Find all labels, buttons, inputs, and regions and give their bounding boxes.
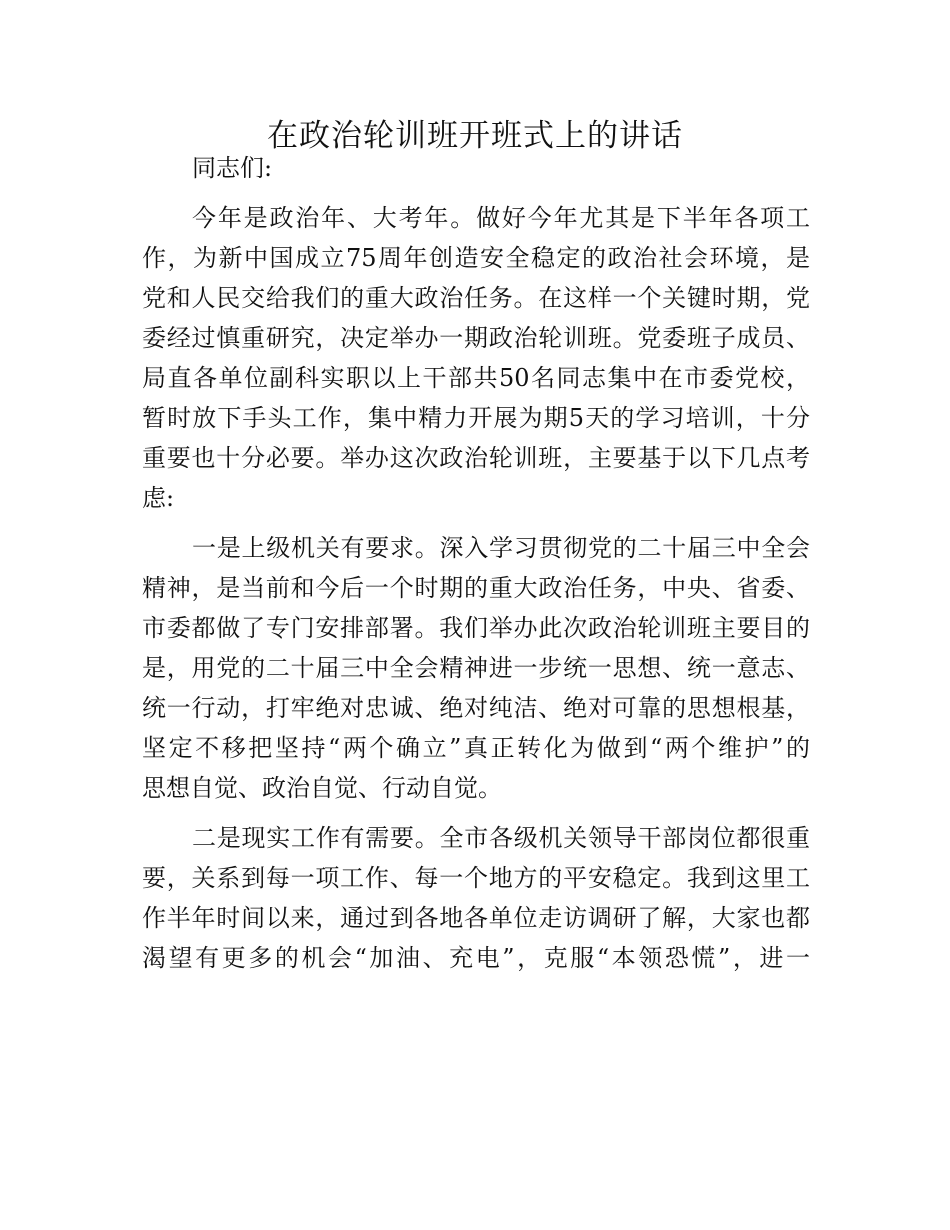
text-line: 虑: (142, 484, 175, 512)
text-line: 精神，是当前和今后一个时期的重大政治任务，中央、省委、 (142, 574, 810, 602)
text-line: 要，关系到每一项工作、每一个地方的平安稳定。我到这里工 (142, 864, 810, 892)
text-line: 是，用党的二十届三中全会精神进一步统一思想、统一意志、 (142, 654, 810, 682)
text-line: 党和人民交给我们的重大政治任务。在这样一个关键时期，党 (142, 284, 810, 312)
text-line: 作半年时间以来，通过到各地各单位走访调研了解，大家也都 (142, 904, 810, 932)
text-line: 统一行动，打牢绝对忠诚、绝对纯洁、绝对可靠的思想根基， (142, 694, 810, 722)
text-line: 作，为新中国成立75周年创造安全稳定的政治社会环境，是 (142, 244, 810, 272)
text-line: 局直各单位副科实职以上干部共50名同志集中在市委党校， (142, 364, 810, 392)
text-line: 一是上级机关有要求。深入学习贯彻党的二十届三中全会 (192, 534, 810, 562)
paragraph-2 (142, 528, 810, 808)
text-line: 重要也十分必要。举办这次政治轮训班，主要基于以下几点考 (142, 444, 810, 472)
paragraph-3 (142, 818, 810, 978)
text-line: 暂时放下手头工作，集中精力开展为期5天的学习培训，十分 (142, 404, 810, 432)
text-line: 二是现实工作有需要。全市各级机关领导干部岗位都很重 (192, 824, 810, 852)
text-line: 思想自觉、政治自觉、行动自觉。 (142, 774, 502, 802)
text-line: 渴望有更多的机会“加油、充电”，克服“本领恐慌”，进一 (142, 944, 810, 972)
document-title: 在政治轮训班开班式上的讲话 (267, 118, 683, 154)
text-line: 今年是政治年、大考年。做好今年尤其是下半年各项工 (192, 204, 810, 232)
text-line: 市委都做了专门安排部署。我们举办此次政治轮训班主要目的 (142, 614, 810, 642)
salutation: 同志们: (192, 154, 273, 182)
text-line: 坚定不移把坚持“两个确立”真正转化为做到“两个维护”的 (142, 734, 810, 762)
paragraph-1 (142, 198, 810, 518)
text-line: 委经过慎重研究，决定举办一期政治轮训班。党委班子成员、 (142, 324, 810, 352)
document-body (142, 148, 810, 978)
